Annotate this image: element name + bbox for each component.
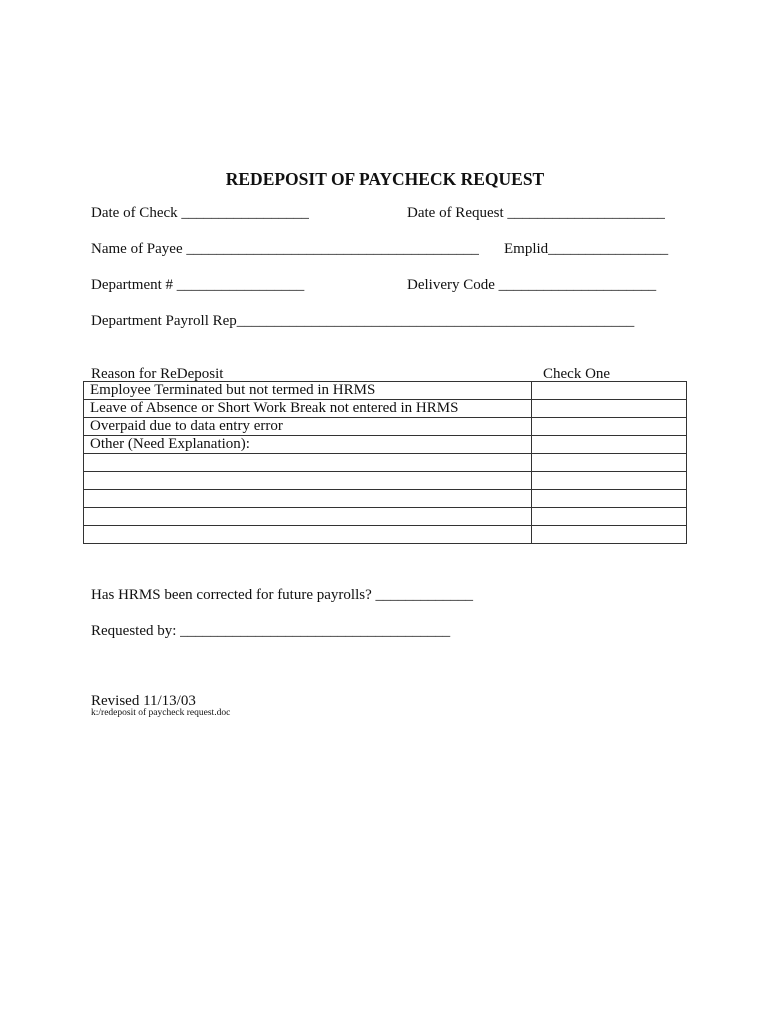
- check-one-cell[interactable]: [532, 526, 687, 544]
- delivery-code-field[interactable]: Delivery Code _____________________: [407, 277, 657, 293]
- revised-date: Revised 11/13/03: [91, 693, 196, 709]
- reason-cell: [84, 472, 532, 490]
- table-row: [84, 472, 687, 490]
- check-one-cell[interactable]: [532, 400, 687, 418]
- name-of-payee-field[interactable]: Name of Payee _______________________________________: [91, 241, 479, 257]
- department-payroll-rep-field[interactable]: Department Payroll Rep_____________________________________________________: [91, 313, 635, 329]
- table-row: [84, 454, 687, 472]
- reason-cell: Leave of Absence or Short Work Break not entered in HRMS: [84, 400, 532, 418]
- check-one-cell[interactable]: [532, 472, 687, 490]
- reason-header: Reason for ReDeposit: [91, 366, 224, 382]
- check-one-cell[interactable]: [532, 454, 687, 472]
- hrms-corrected-question[interactable]: Has HRMS been corrected for future payrolls? _____________: [91, 587, 473, 603]
- date-of-request-field[interactable]: Date of Request _____________________: [407, 205, 665, 221]
- check-one-header: Check One: [543, 366, 611, 382]
- check-one-cell[interactable]: [532, 418, 687, 436]
- requested-by-field[interactable]: Requested by: ____________________________________: [91, 623, 451, 639]
- date-of-check-field[interactable]: Date of Check _________________: [91, 205, 309, 221]
- reason-cell: [84, 490, 532, 508]
- department-number-field[interactable]: Department # _________________: [91, 277, 305, 293]
- table-row: [84, 508, 687, 526]
- table-row: [84, 382, 687, 400]
- table-row: [84, 400, 687, 418]
- reason-cell: [84, 508, 532, 526]
- table-row: [84, 436, 687, 454]
- file-path: k:/redeposit of paycheck request.doc: [91, 708, 231, 718]
- reasons-table: [83, 381, 687, 544]
- table-row: [84, 490, 687, 508]
- table-row: [84, 526, 687, 544]
- check-one-cell[interactable]: [532, 436, 687, 454]
- check-one-cell[interactable]: [532, 490, 687, 508]
- reason-cell: Employee Terminated but not termed in HRMS: [84, 382, 532, 400]
- table-row: [84, 418, 687, 436]
- emplid-field[interactable]: Emplid________________: [504, 241, 669, 257]
- reason-cell: Overpaid due to data entry error: [84, 418, 532, 436]
- check-one-cell[interactable]: [532, 382, 687, 400]
- reason-cell: [84, 526, 532, 544]
- form-title: REDEPOSIT OF PAYCHECK REQUEST: [225, 169, 545, 189]
- reason-cell: Other (Need Explanation):: [84, 436, 532, 454]
- check-one-cell[interactable]: [532, 508, 687, 526]
- reason-cell: [84, 454, 532, 472]
